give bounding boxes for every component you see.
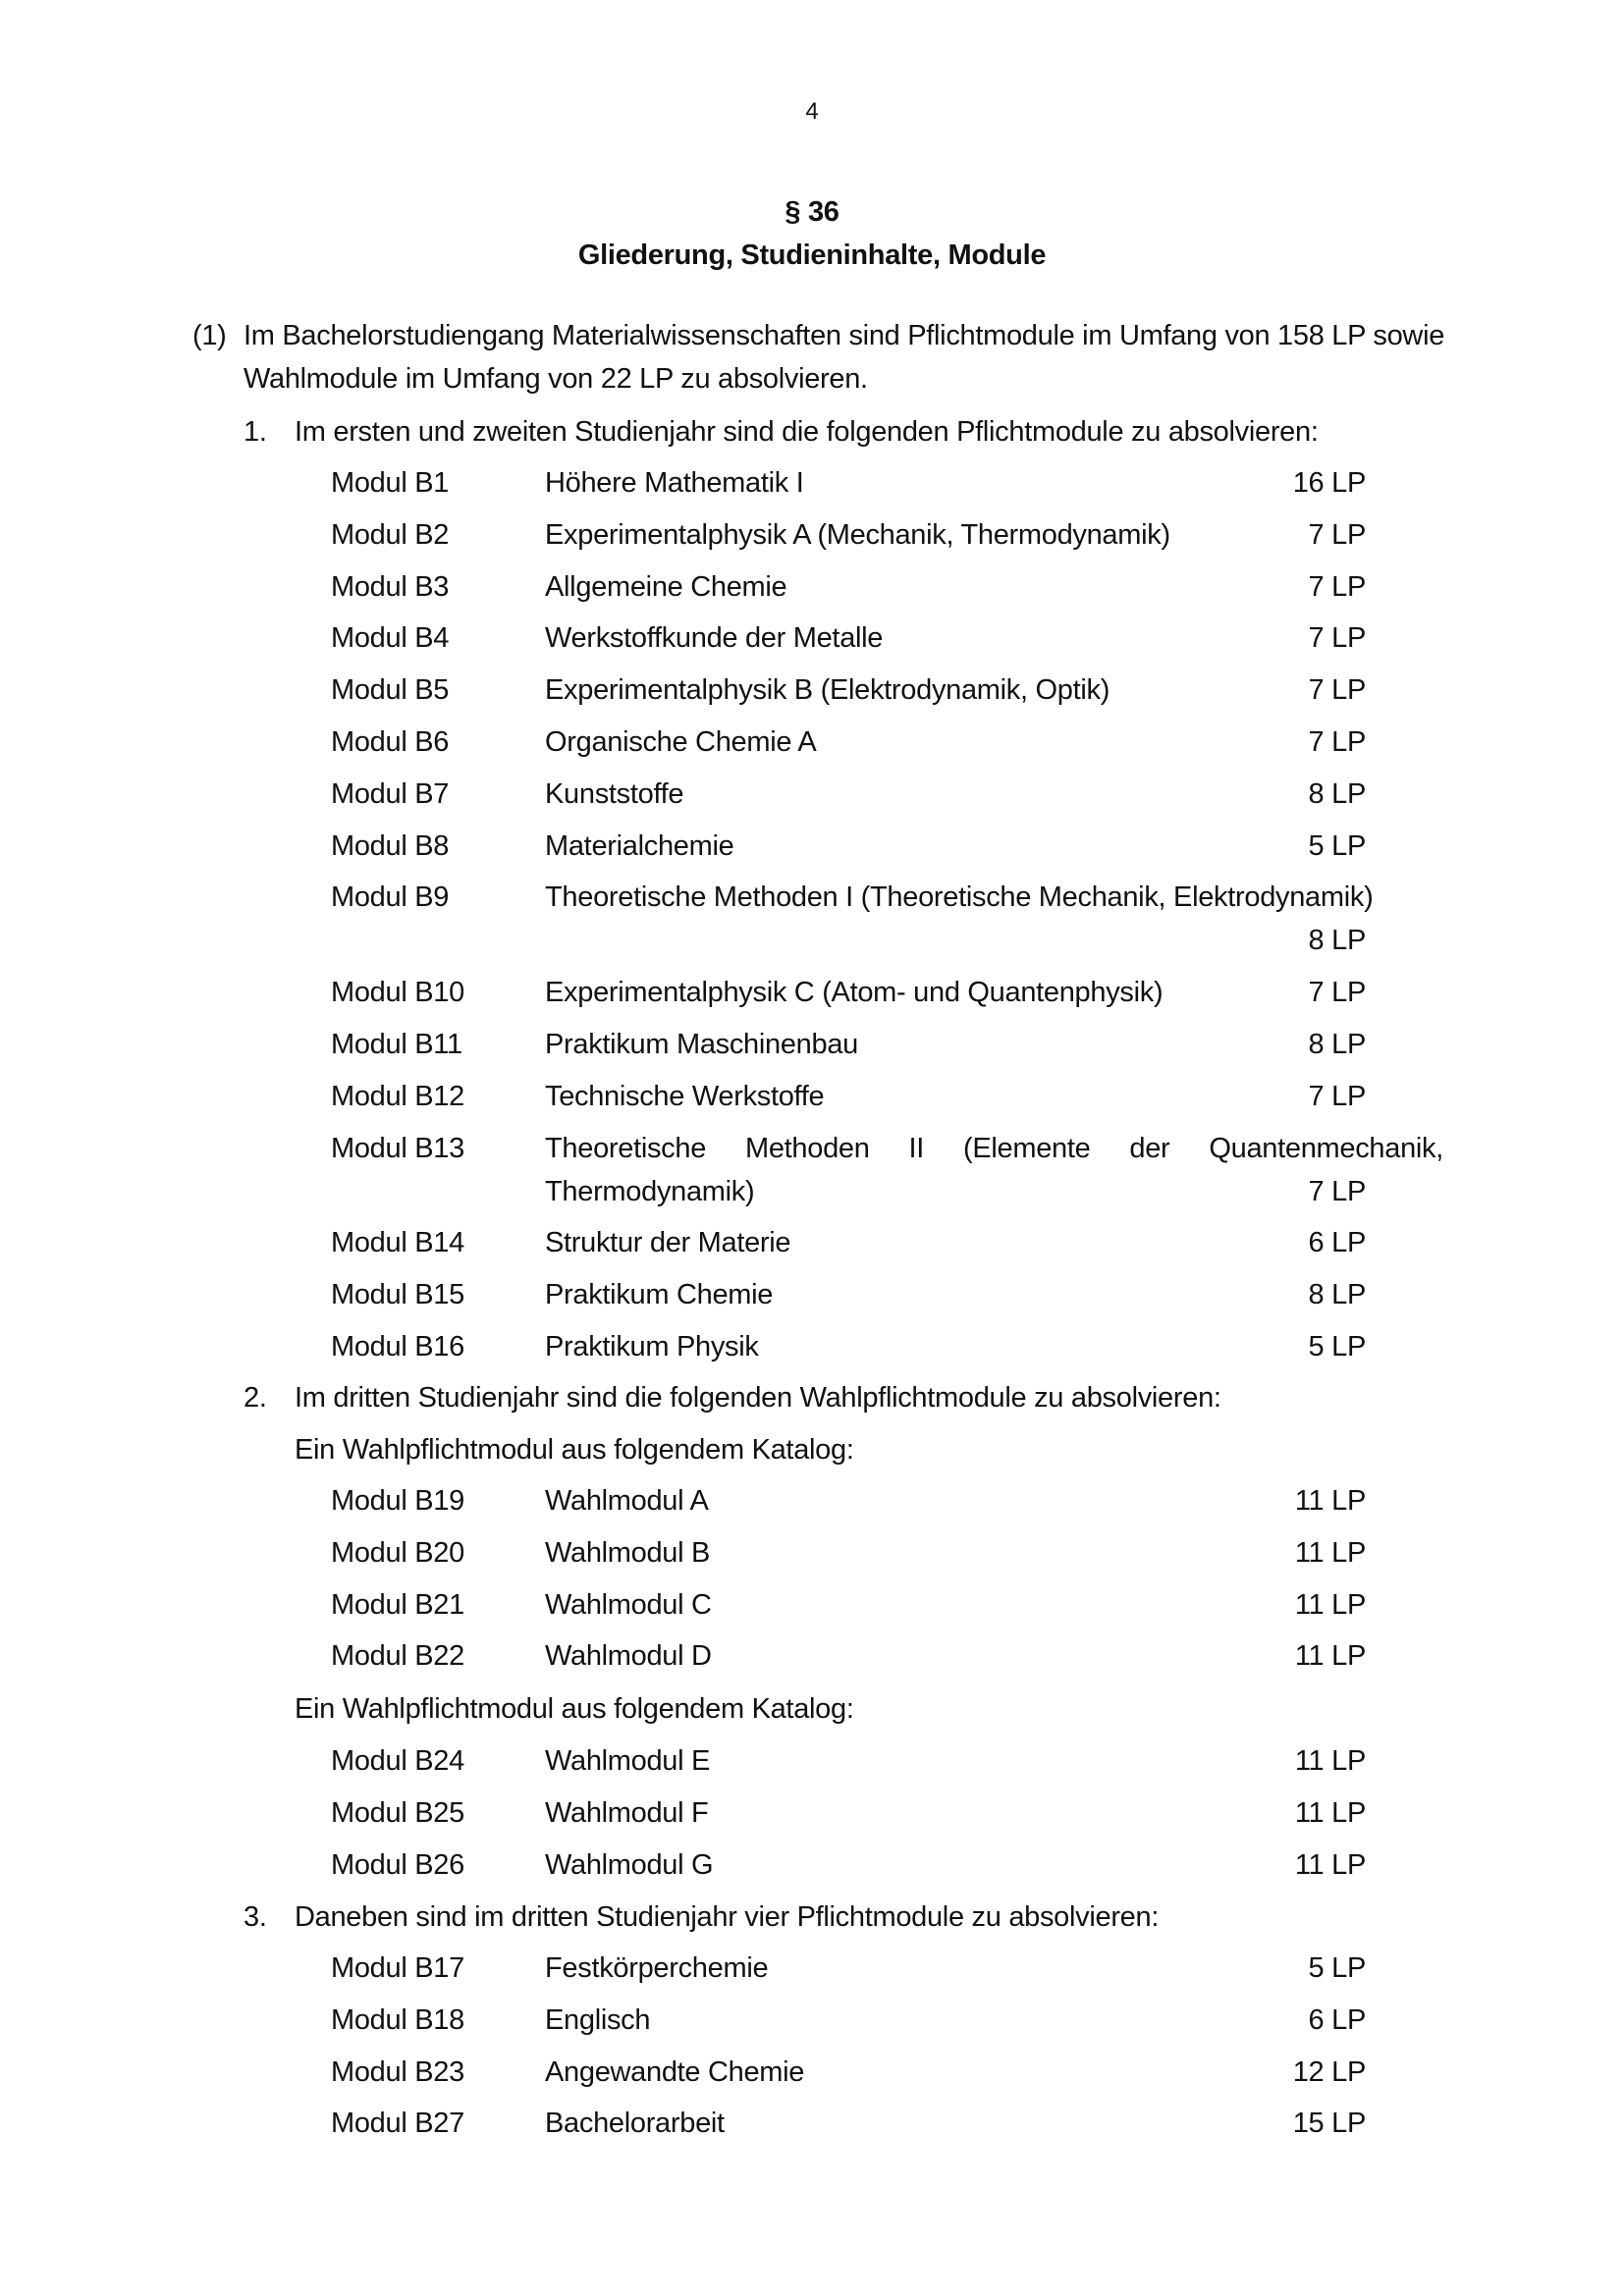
- module-name: Wahlmodul C: [545, 1588, 712, 1621]
- module-credits: 7 LP: [1308, 977, 1366, 1009]
- module-row: [0, 1131, 1624, 1207]
- module-row: [0, 2002, 1624, 2042]
- catalog1-text: Ein Wahlpflichtmodul aus folgendem Katalog:: [295, 1434, 854, 1466]
- paragraph-number: (1): [192, 320, 227, 351]
- part3-text: Daneben sind im dritten Studienjahr vier Pflichtmodule zu absolvieren:: [295, 1901, 1160, 1933]
- module-row: [0, 1847, 1624, 1887]
- module-name: Kunststoffe: [545, 777, 684, 810]
- module-name: Praktikum Maschinenbau: [545, 1029, 858, 1060]
- module-code: Modul B1: [331, 467, 450, 499]
- module-credits: 11 LP: [1294, 1588, 1366, 1621]
- module-code: Modul B23: [331, 2056, 464, 2088]
- module-credits: 7 LP: [1308, 570, 1366, 603]
- module-row: [0, 1638, 1624, 1678]
- module-name: Wahlmodul G: [545, 1848, 714, 1881]
- module-row: [0, 880, 1624, 957]
- module-credits: 8 LP: [1308, 925, 1366, 957]
- module-credits: 11 LP: [1294, 1485, 1366, 1517]
- module-row: [0, 2055, 1624, 2094]
- module-code: Modul B25: [331, 1796, 464, 1829]
- module-name: Experimentalphysik C (Atom- und Quantenphysik): [545, 977, 1164, 1009]
- module-name: Bachelorarbeit: [545, 2108, 725, 2140]
- module-credits: 5 LP: [1308, 1952, 1366, 1984]
- module-code: Modul B4: [331, 622, 450, 655]
- module-row: [0, 1079, 1624, 1118]
- module-credits: 11 LP: [1294, 1745, 1366, 1777]
- module-row: [0, 1225, 1624, 1264]
- module-name: Wahlmodul A: [545, 1485, 709, 1517]
- module-credits: 7 LP: [1308, 518, 1366, 551]
- module-row: [0, 1795, 1624, 1835]
- module-name: Höhere Mathematik I: [545, 467, 804, 499]
- part2-text: Im dritten Studienjahr sind die folgenden Wahlpflichtmodule zu absolvieren:: [295, 1382, 1221, 1414]
- module-credits: 15 LP: [1292, 2108, 1366, 2140]
- section-title: Gliederung, Studieninhalte, Module: [577, 240, 1047, 271]
- module-name: Experimentalphysik B (Elektrodynamik, Optik): [545, 674, 1110, 707]
- module-name: Struktur der Materie: [545, 1227, 791, 1259]
- module-code: Modul B13: [331, 1132, 464, 1164]
- module-row: [0, 1483, 1624, 1522]
- module-name: Materialchemie: [545, 829, 734, 862]
- module-code: Modul B26: [331, 1848, 464, 1881]
- module-credits: 12 LP: [1292, 2056, 1366, 2088]
- part2-label: 2.: [244, 1382, 267, 1414]
- module-credits: 7 LP: [1308, 674, 1366, 707]
- module-row: [0, 672, 1624, 712]
- module-name: Angewandte Chemie: [545, 2056, 805, 2088]
- module-code: Modul B8: [331, 829, 450, 862]
- module-code: Modul B22: [331, 1640, 464, 1673]
- module-name: Theoretische Methoden I (Theoretische Mechanik, Elektrodynamik): [545, 881, 1374, 914]
- module-credits: 5 LP: [1308, 1331, 1366, 1362]
- module-credits: 8 LP: [1308, 1279, 1366, 1311]
- module-credits: 6 LP: [1308, 2003, 1366, 2036]
- module-code: Modul B9: [331, 881, 450, 914]
- part1-label: 1.: [244, 416, 267, 448]
- module-credits: 16 LP: [1292, 467, 1366, 499]
- module-credits: 11 LP: [1294, 1796, 1366, 1829]
- module-code: Modul B11: [331, 1029, 462, 1060]
- module-code: Modul B20: [331, 1536, 464, 1569]
- module-code: Modul B15: [331, 1279, 464, 1311]
- module-row: [0, 620, 1624, 660]
- module-name: Wahlmodul E: [545, 1745, 711, 1777]
- module-code: Modul B5: [331, 674, 450, 707]
- module-row: [0, 776, 1624, 816]
- module-code: Modul B7: [331, 777, 450, 810]
- module-name: Praktikum Chemie: [545, 1279, 774, 1311]
- module-code: Modul B6: [331, 726, 450, 758]
- module-row: [0, 1329, 1624, 1368]
- module-name: Englisch: [545, 2003, 651, 2036]
- module-name: Wahlmodul B: [545, 1536, 711, 1569]
- module-name: Festkörperchemie: [545, 1952, 769, 1984]
- module-name: Allgemeine Chemie: [545, 570, 787, 603]
- module-row: [0, 2106, 1624, 2145]
- module-code: Modul B16: [331, 1331, 464, 1362]
- module-row: [0, 569, 1624, 609]
- module-credits: 7 LP: [1308, 1175, 1366, 1207]
- module-credits: 8 LP: [1308, 777, 1366, 810]
- module-row: [0, 1587, 1624, 1627]
- part3-label: 3.: [244, 1901, 267, 1933]
- module-row: [0, 1027, 1624, 1066]
- module-name: Werkstoffkunde der Metalle: [545, 622, 884, 655]
- module-name-continued: Thermodynamik): [545, 1175, 755, 1207]
- module-credits: 6 LP: [1308, 1227, 1366, 1259]
- module-row: [0, 975, 1624, 1014]
- module-row: [0, 1277, 1624, 1316]
- module-row: [0, 1743, 1624, 1783]
- module-code: Modul B17: [331, 1952, 464, 1984]
- module-row: [0, 1950, 1624, 1990]
- intro-line-2: Wahlmodule im Umfang von 22 LP zu absolvieren.: [244, 363, 868, 395]
- intro-line-1: Im Bachelorstudiengang Materialwissenschaften sind Pflichtmodule im Umfang von 158 LP sowie: [244, 320, 1445, 351]
- part1-text: Im ersten und zweiten Studienjahr sind die folgenden Pflichtmodule zu absolvieren:: [295, 416, 1319, 448]
- module-credits: 7 LP: [1308, 622, 1366, 655]
- module-name: Wahlmodul D: [545, 1640, 712, 1673]
- module-code: Modul B2: [331, 518, 450, 551]
- module-code: Modul B12: [331, 1080, 464, 1112]
- module-name: Organische Chemie A: [545, 726, 817, 758]
- module-code: Modul B21: [331, 1588, 464, 1621]
- module-name: Technische Werkstoffe: [545, 1080, 825, 1112]
- module-row: [0, 828, 1624, 868]
- module-name: Experimentalphysik A (Mechanik, Thermodynamik): [545, 518, 1170, 551]
- module-credits: 5 LP: [1308, 829, 1366, 862]
- module-name: Praktikum Physik: [545, 1331, 759, 1362]
- module-code: Modul B19: [331, 1485, 464, 1517]
- module-credits: 7 LP: [1308, 1080, 1366, 1112]
- module-name: Theoretische Methoden II (Elemente der Quantenmechanik,: [545, 1132, 1443, 1164]
- module-code: Modul B14: [331, 1227, 464, 1259]
- module-code: Modul B3: [331, 570, 450, 603]
- section-number: § 36: [785, 196, 839, 228]
- module-credits: 11 LP: [1294, 1848, 1366, 1881]
- module-row: [0, 1535, 1624, 1575]
- catalog2-text: Ein Wahlpflichtmodul aus folgendem Katalog:: [295, 1693, 854, 1725]
- module-code: Modul B27: [331, 2108, 464, 2140]
- module-row: [0, 517, 1624, 557]
- module-name: Wahlmodul F: [545, 1796, 709, 1829]
- module-code: Modul B18: [331, 2003, 464, 2036]
- module-credits: 11 LP: [1294, 1536, 1366, 1569]
- page-number: 4: [805, 98, 819, 125]
- module-credits: 11 LP: [1294, 1640, 1366, 1673]
- module-row: [0, 465, 1624, 505]
- module-code: Modul B24: [331, 1745, 464, 1777]
- module-credits: 8 LP: [1308, 1029, 1366, 1060]
- module-row: [0, 724, 1624, 764]
- module-code: Modul B10: [331, 977, 464, 1009]
- module-credits: 7 LP: [1308, 726, 1366, 758]
